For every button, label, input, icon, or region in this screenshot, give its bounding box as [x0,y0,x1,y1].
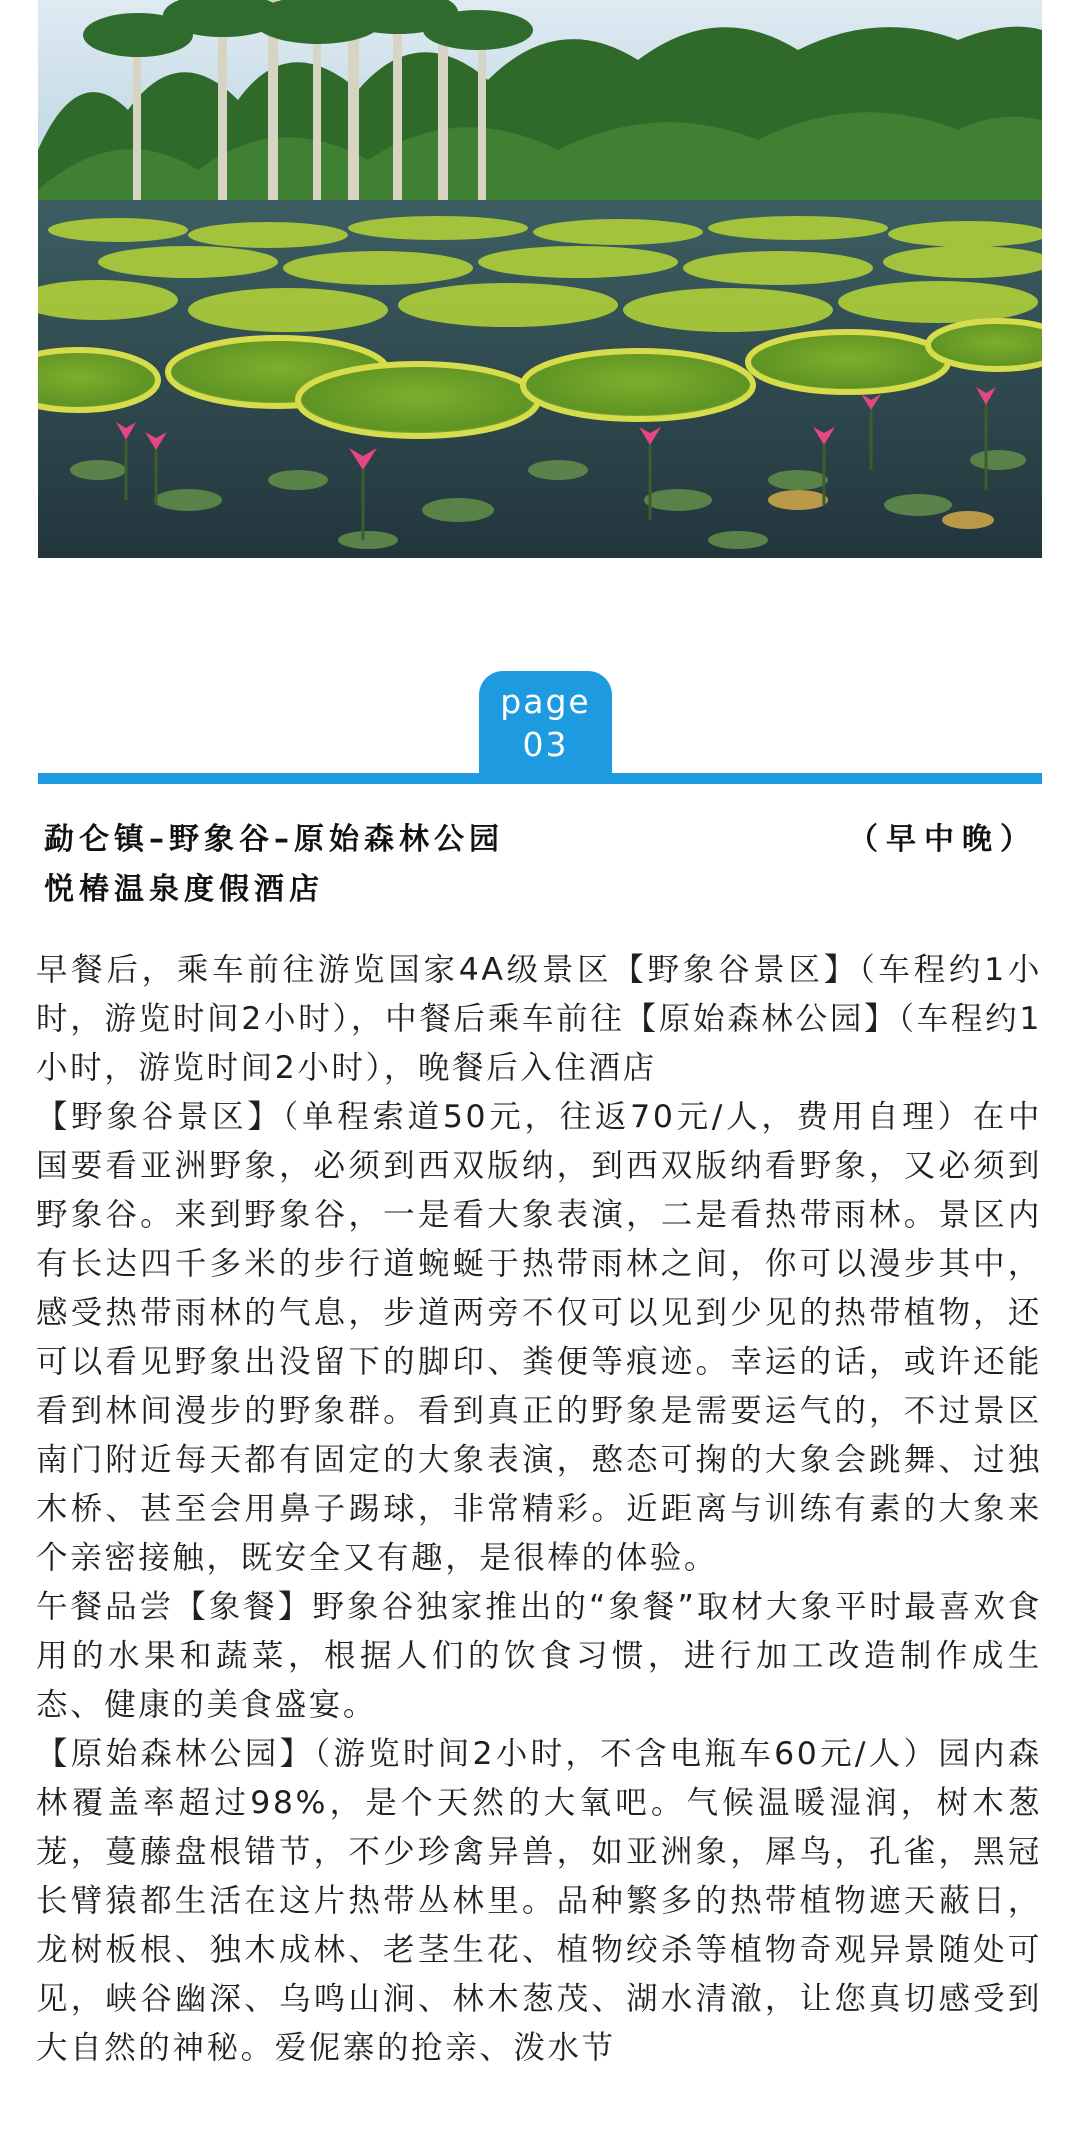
day-hotel: 悦椿温泉度假酒店 [44,872,324,907]
itinerary-body [36,946,1042,2073]
section-divider [38,773,1042,784]
page-tab-number: 03 [522,725,569,764]
page-tab-word: page [500,682,591,721]
itinerary-paragraph: 【野象谷景区】（单程索道50元，往返70元/人，费用自理）在中国要看亚洲野象，必须到西双版纳，到西双版纳看野象，又必须到野象谷。来到野象谷，一是看大象表演，二是看热带雨林。景区内有长达四千多米的步行道蜿蜒于热带雨林之间，你可以漫步其中，感受热带雨林的气息，步道两旁不仅可以见到少见的热带植物，还可以看见野象出没留下的脚印、粪便等痕迹。幸运的话，或许还能看到林间漫步的野象群。看到真正的野象是需要运气的，不过景区南门附近每天都有固定的大象表演，憨态可掬的大象会跳舞、过独木桥、甚至会用鼻子踢球，非常精彩。近距离与训练有素的大象来个亲密接触，既安全又有趣，是很棒的体验。 [36,1099,1042,1576]
day-route: 勐仑镇–野象谷–原始森林公园 [44,822,504,857]
itinerary-paragraph: 午餐品尝【象餐】野象谷独家推出的“象餐”取材大象平时最喜欢食用的水果和蔬菜，根据人们的饮食习惯，进行加工改造制作成生态、健康的美食盛宴。 [36,1589,1042,1723]
hero-photo [38,0,1042,558]
itinerary-paragraph: 早餐后，乘车前往游览国家4A级景区【野象谷景区】（车程约1小时，游览时间2小时），中餐后乘车前往【原始森林公园】（车程约1小时，游览时间2小时），晚餐后入住酒店 [36,952,1042,1086]
page-number-tab [479,671,612,776]
landscape-photo-icon [38,0,1042,558]
itinerary-paragraph: 【原始森林公园】（游览时间2小时，不含电瓶车60元/人）园内森林覆盖率超过98%，是个天然的大氧吧。气候温暖湿润，树木葱茏，蔓藤盘根错节，不少珍禽异兽，如亚洲象，犀鸟，孔雀，黑冠长臂猿都生活在这片热带丛林里。品种繁多的热带植物遮天蔽日，龙树板根、独木成林、老茎生花、植物绞杀等植物奇观异景随处可见，峡谷幽深、乌鸣山涧、林木葱茂、湖水清澈，让您真切感受到大自然的神秘。爱伲寨的抢亲、泼水节 [36,1736,1042,2066]
day-header [44,815,1038,915]
day-meals: （早中晚） [848,822,1038,857]
